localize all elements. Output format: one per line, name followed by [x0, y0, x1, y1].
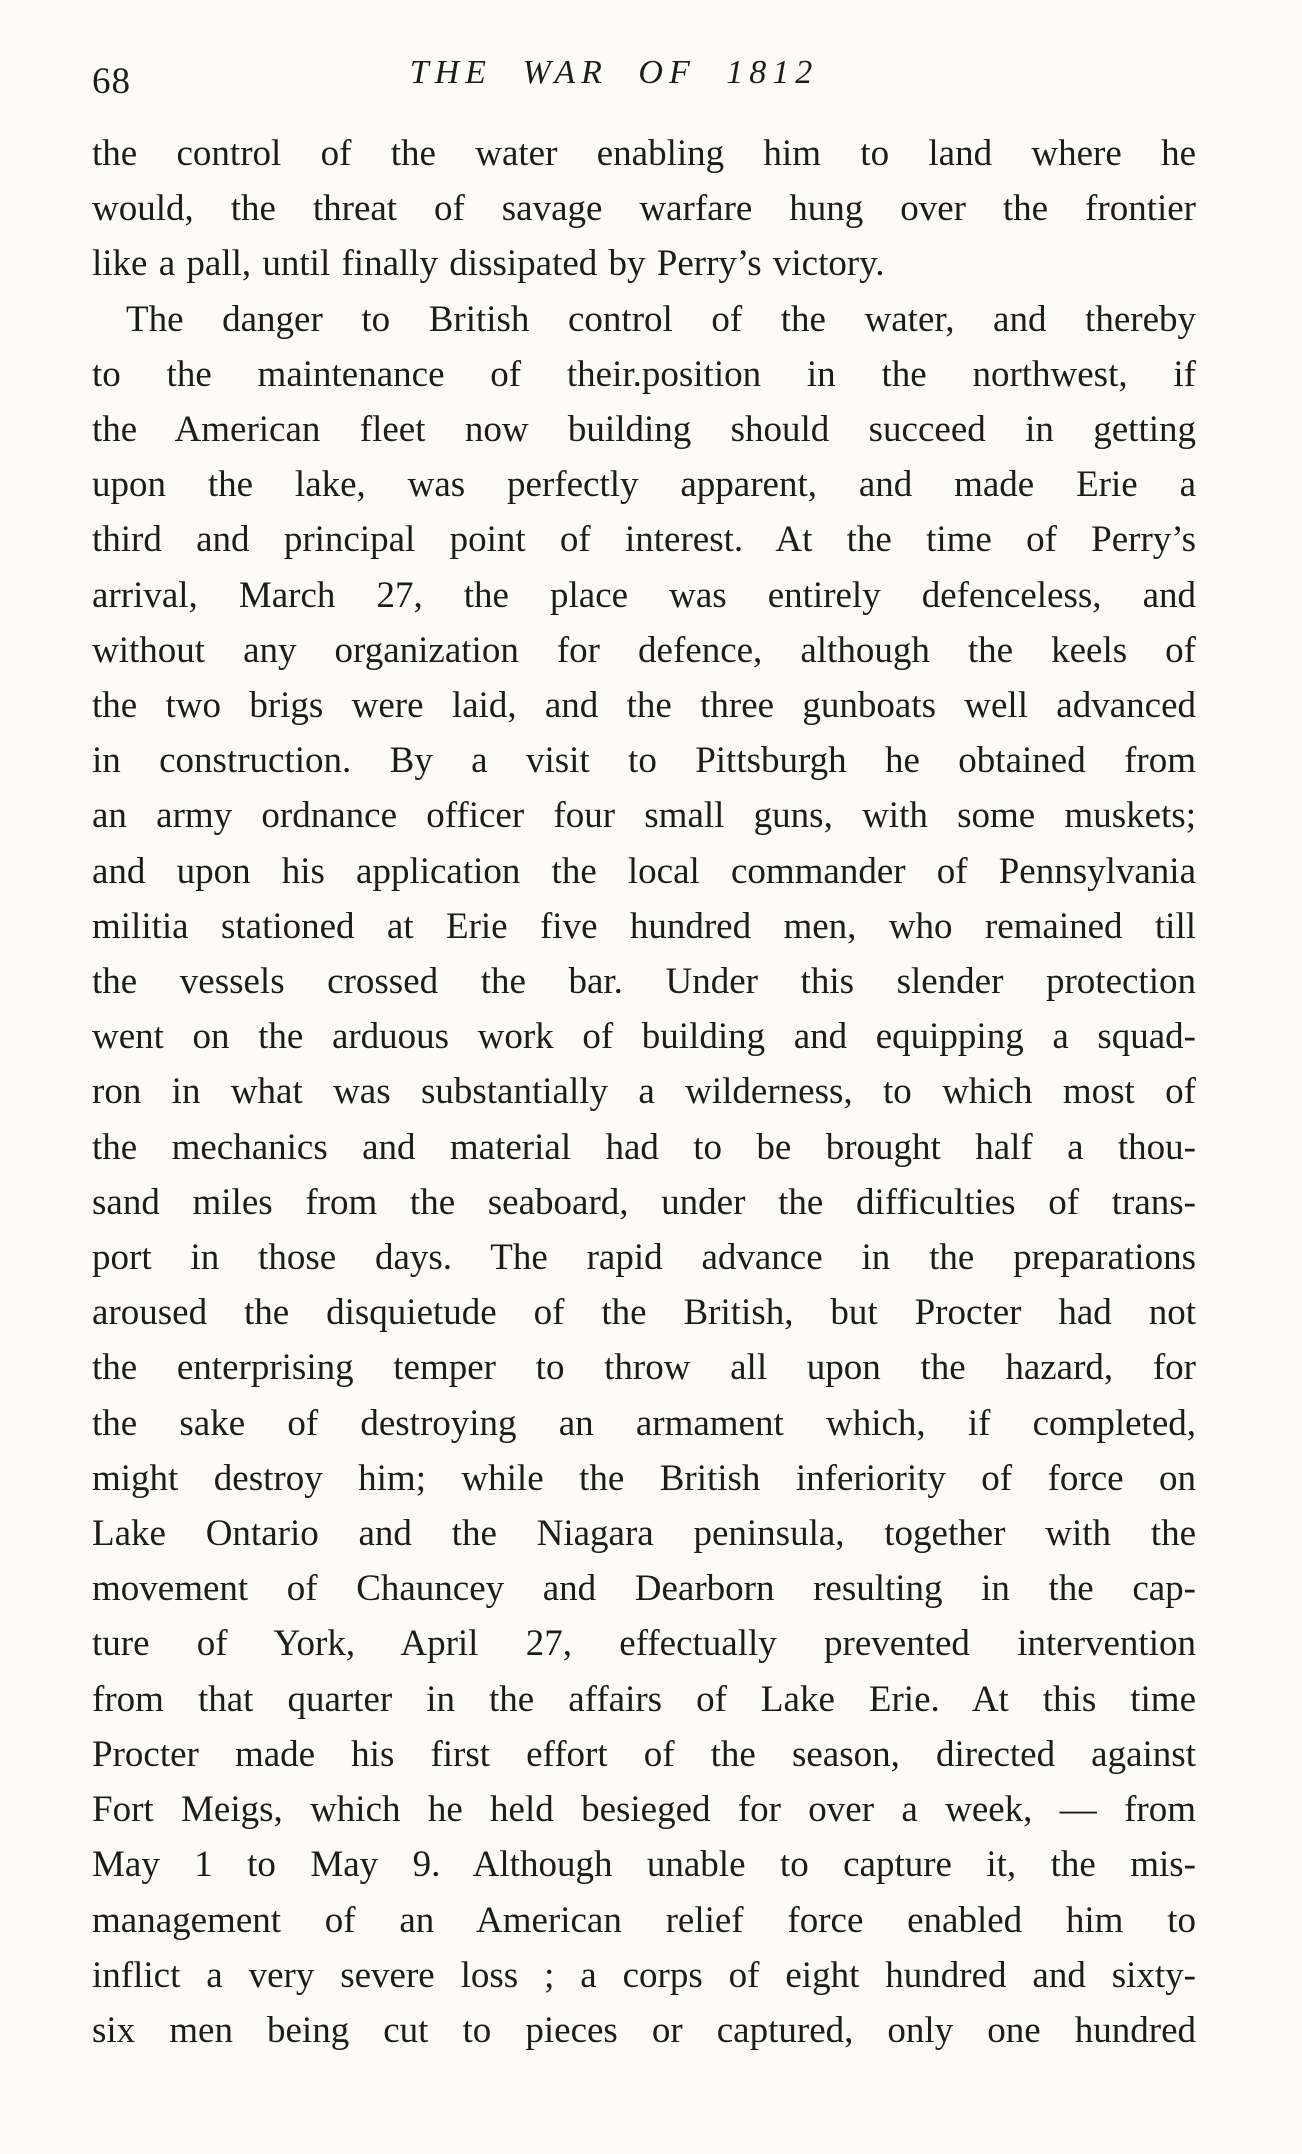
text-line: like a pall, until finally dissipated by Perry’s victory. — [92, 243, 885, 285]
text-line: the mechanics and material had to be brought half a thou- — [92, 1126, 1196, 1168]
text-line: third and principal point of interest. At the time of Perry’s — [92, 519, 1196, 561]
text-line: six men being cut to pieces or captured, only one hundred — [92, 2009, 1196, 2051]
text-line: upon the lake, was perfectly apparent, and made Erie a — [92, 464, 1196, 506]
text-line: management of an American relief force enabled him to — [92, 1899, 1196, 1941]
text-line: inflict a very severe loss ; a corps of eight hundred and sixty- — [92, 1954, 1196, 1996]
text-line: went on the arduous work of building and equipping a squad- — [92, 1016, 1196, 1058]
page-number: 68 — [92, 61, 131, 102]
text-line: from that quarter in the affairs of Lake Erie. At this time — [92, 1678, 1196, 1720]
text-line: ron in what was substantially a wilderness, to which most of — [92, 1071, 1196, 1113]
text-line: and upon his application the local commander of Pennsylvania — [92, 850, 1196, 892]
page-body — [92, 126, 1196, 2058]
text-line: arrival, March 27, the place was entirely defenceless, and — [92, 574, 1196, 616]
text-line: Procter made his first effort of the season, directed against — [92, 1733, 1196, 1775]
text-line: to the maintenance of their.position in the northwest, if — [92, 353, 1196, 395]
text-line: in construction. By a visit to Pittsburgh he obtained from — [92, 740, 1196, 782]
text-line: Lake Ontario and the Niagara peninsula, together with the — [92, 1513, 1196, 1555]
text-line: sand miles from the seaboard, under the difficulties of trans- — [92, 1181, 1196, 1223]
text-line: The danger to British control of the water, and thereby — [126, 298, 1196, 340]
text-line: would, the threat of savage warfare hung over the frontier — [92, 188, 1196, 230]
text-line: May 1 to May 9. Although unable to capture it, the mis- — [92, 1844, 1196, 1886]
text-line: the vessels crossed the bar. Under this slender protection — [92, 961, 1196, 1003]
text-line: Fort Meigs, which he held besieged for over a week, — from — [92, 1789, 1196, 1831]
text-line: the sake of destroying an armament which, if completed, — [92, 1402, 1196, 1444]
text-line: without any organization for defence, although the keels of — [92, 629, 1196, 671]
text-line: the control of the water enabling him to land where he — [92, 133, 1196, 174]
text-line: the enterprising temper to throw all upon the hazard, for — [92, 1347, 1196, 1389]
text-line: militia stationed at Erie five hundred men, who remained till — [92, 905, 1196, 947]
text-line: ture of York, April 27, effectually prevented intervention — [92, 1623, 1196, 1665]
text-line: the American fleet now building should succeed in getting — [92, 409, 1196, 451]
text-line: an army ordnance officer four small guns, with some muskets; — [92, 795, 1196, 837]
text-line: might destroy him; while the British inferiority of force on — [92, 1457, 1196, 1499]
text-line: aroused the disquietude of the British, but Procter had not — [92, 1292, 1196, 1334]
running-title: THE WAR OF 1812 — [409, 54, 819, 91]
text-line: the two brigs were laid, and the three gunboats well advanced — [92, 685, 1196, 727]
text-line: port in those days. The rapid advance in the preparations — [92, 1237, 1196, 1279]
page-header — [92, 54, 1196, 108]
text-line: movement of Chauncey and Dearborn resulting in the cap- — [92, 1568, 1196, 1610]
